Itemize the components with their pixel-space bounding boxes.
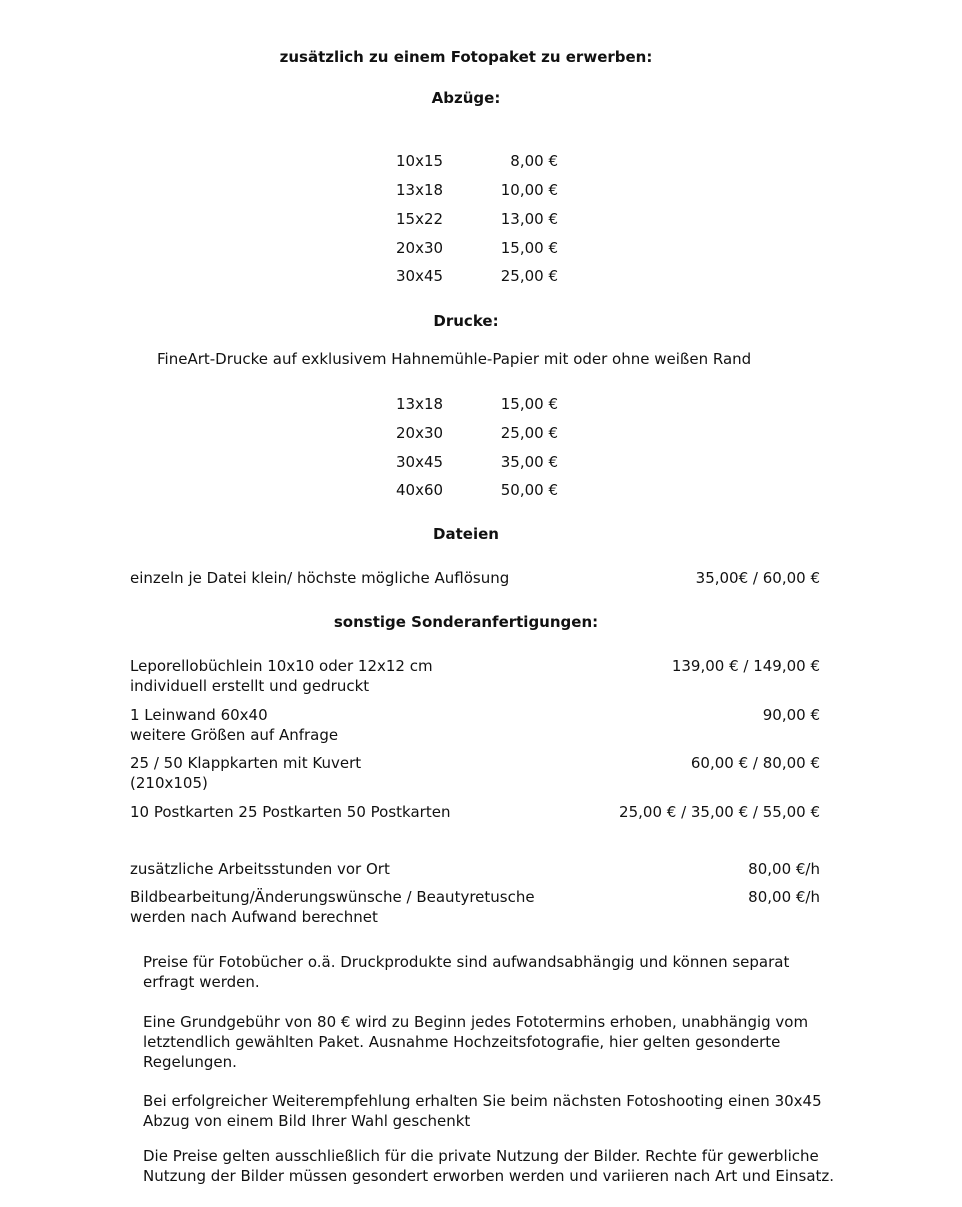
note-paragraph: Bei erfolgreicher Weiterempfehlung erhalten Sie beim nächsten Fotoshooting einen 30x45 Abzug von einem Bild Ihrer Wahl geschenkt: [143, 1092, 822, 1130]
table-cell-price: 25,00 €: [500, 267, 558, 285]
special-item-line1: 1 Leinwand 60x40: [130, 706, 268, 724]
extra-item-line2: werden nach Aufwand berechnet: [130, 908, 378, 926]
table-cell-size: 15x22: [396, 210, 444, 228]
table-cell-size: 20x30: [396, 239, 444, 257]
table-cell-price: 35,00 €: [500, 453, 558, 471]
note-paragraph: Preise für Fotobücher o.ä. Druckprodukte sind aufwandsabhängig und können separat erfragt werden.: [143, 953, 790, 991]
special-item-price: 90,00 €: [762, 706, 820, 724]
note-paragraph: Die Preise gelten ausschließlich für die private Nutzung der Bilder. Rechte für gewerbliche Nutzung der Bilder müssen gesondert erworben werden und variieren nach Art und Einsatz.: [143, 1147, 835, 1185]
page-title: zusätzlich zu einem Fotopaket zu erwerben:: [279, 48, 653, 66]
table-cell-size: 20x30: [396, 424, 444, 442]
table-cell-price: 50,00 €: [500, 481, 558, 499]
table-cell-size: 13x18: [396, 395, 444, 413]
special-item-line2: individuell erstellt und gedruckt: [130, 677, 370, 695]
files-price: 35,00€ / 60,00 €: [695, 569, 820, 587]
files-heading: Dateien: [433, 525, 499, 543]
note-paragraph: Eine Grundgebühr von 80 € wird zu Beginn jedes Fototermins erhoben, unabhängig vom letztendlich gewählten Paket. Ausnahme Hochzeitsfotografie, hier gelten gesonderte Regelungen.: [143, 1013, 809, 1071]
special-item-line2: weitere Größen auf Anfrage: [130, 726, 339, 744]
fineart-heading: Drucke:: [433, 312, 499, 330]
extra-item-price: 80,00 €/h: [748, 860, 820, 878]
extra-item-line1: zusätzliche Arbeitsstunden vor Ort: [130, 860, 390, 878]
special-item-line1: 25 / 50 Klappkarten mit Kuvert: [130, 754, 362, 772]
table-cell-price: 25,00 €: [500, 424, 558, 442]
table-cell-size: 13x18: [396, 181, 444, 199]
prints-heading: Abzüge:: [431, 89, 501, 107]
fineart-subtitle: FineArt-Drucke auf exklusivem Hahnemühle-Papier mit oder ohne weißen Rand: [157, 350, 752, 368]
table-cell-size: 30x45: [396, 267, 444, 285]
table-cell-price: 15,00 €: [500, 395, 558, 413]
special-item-line1: 10 Postkarten 25 Postkarten 50 Postkarten: [130, 803, 451, 821]
files-description: einzeln je Datei klein/ höchste mögliche Auflösung: [130, 569, 510, 587]
extra-item-price: 80,00 €/h: [748, 888, 820, 906]
table-cell-size: 40x60: [396, 481, 444, 499]
special-item-price: 60,00 € / 80,00 €: [690, 754, 820, 772]
table-cell-size: 10x15: [396, 152, 444, 170]
special-heading: sonstige Sonderanfertigungen:: [333, 613, 599, 631]
table-cell-size: 30x45: [396, 453, 444, 471]
special-item-line1: Leporellobüchlein 10x10 oder 12x12 cm: [130, 657, 433, 675]
table-cell-price: 10,00 €: [500, 181, 558, 199]
special-item-price: 25,00 € / 35,00 € / 55,00 €: [619, 803, 820, 821]
special-item-line2: (210x105): [130, 774, 208, 792]
table-cell-price: 8,00 €: [510, 152, 558, 170]
table-cell-price: 15,00 €: [500, 239, 558, 257]
extra-item-line1: Bildbearbeitung/Änderungswünsche / Beautyretusche: [130, 888, 535, 906]
special-item-price: 139,00 € / 149,00 €: [671, 657, 820, 675]
table-cell-price: 13,00 €: [500, 210, 558, 228]
